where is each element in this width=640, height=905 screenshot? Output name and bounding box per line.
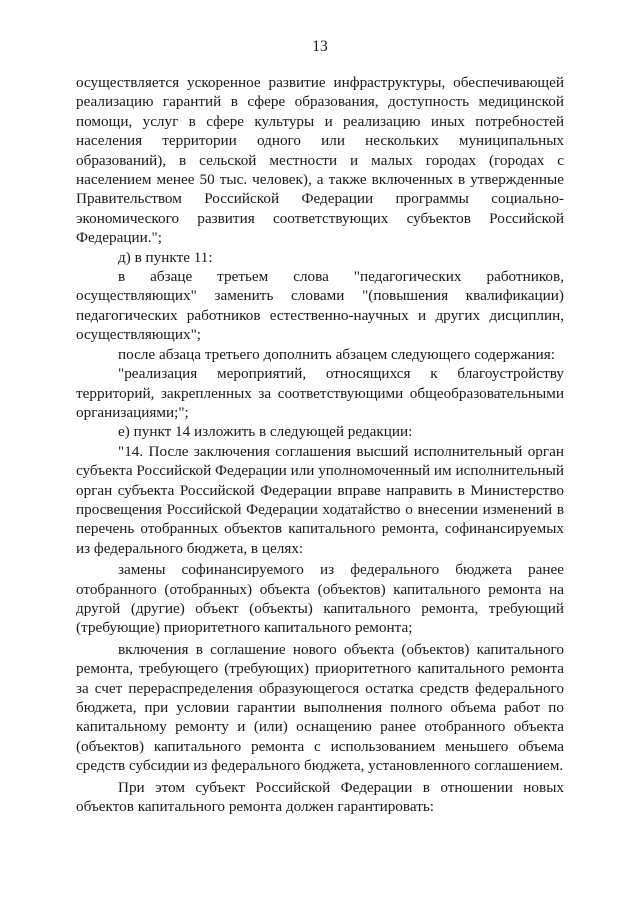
paragraph-inclusion-purpose: включения в соглашение нового объекта (объектов) капитального ремонта, требующего (требующих) приоритетного капитального ремонта за счет перераспределения образующегося остатка средств федерального бюджета, при условии гарантии выполнения полного объема работ по капитальному ремонту и (или) оснащению ранее отобранного объекта (объектов) капитального ремонта с использованием меньшего объема средств субсидии из федерального бюджета, установленного соглашением. <box>76 640 564 775</box>
paragraph-clause-14: "14. После заключения соглашения высший исполнительный орган субъекта Российской Федерации или уполномоченный им исполнительный орган субъекта Российской Федерации вправе направить в Министерство просвещения Российской Федерации ходатайство о внесении изменений в перечень отобранных объектов капитального ремонта, софинансируемых из федерального бюджета, в целях: <box>76 442 565 557</box>
paragraph-continuation: осуществляется ускоренное развитие инфраструктуры, обеспечивающей реализацию гарантий в сфере образования, доступность медицинской помощи, услуг в сфере культуры и реализацию иных потребностей населения территории одного или нескольких муниципальных образований), в сельской местности и малых городах (городах с населением менее 50 тыс. человек), а также включенных в утвержденные Правительством Российской Федерации программы социально-экономического развития соответствующих субъектов Российской Федерации."; <box>76 74 564 247</box>
paragraph-quoted-addition: "реализация мероприятий, относящихся к благоустройству территорий, закрепленных за соответствующими общеобразовательными организациями;"; <box>76 365 564 421</box>
paragraph-replacement-purpose: замены софинансируемого из федерального бюджета ранее отобранного (отобранных) объекта (объектов) капитального ремонта на другой (другие) объект (объекты) капитального ремонта, требующий (требующие) приоритетного капитального ремонта; <box>76 561 564 637</box>
paragraph-item-d: д) в пункте 11: <box>118 248 213 266</box>
document-body <box>76 73 564 816</box>
paragraph-item-d-change: в абзаце третьем слова "педагогических работников, осуществляющих" заменить словами "(повышения квалификации) педагогических работников естественно-научных и других дисциплин, осуществляющих"; <box>76 268 564 344</box>
page-number: 13 <box>312 38 328 55</box>
paragraph-item-d-addition: после абзаца третьего дополнить абзацем следующего содержания: <box>118 345 555 363</box>
paragraph-item-e: е) пункт 14 изложить в следующей редакции: <box>118 423 413 441</box>
paragraph-guarantee: При этом субъект Российской Федерации в отношении новых объектов капитального ремонта должен гарантировать: <box>76 778 564 816</box>
